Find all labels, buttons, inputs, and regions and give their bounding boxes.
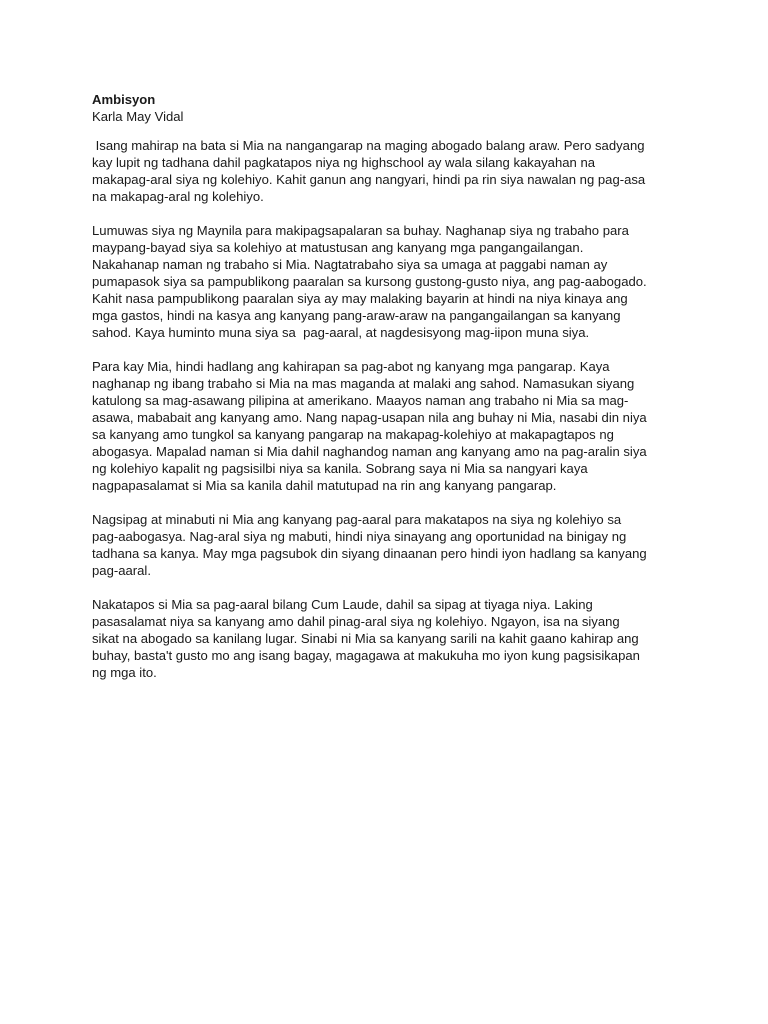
text-line: makapag-aral siya ng kolehiyo. Kahit ganun ang nangyari, hindi pa rin siya nawalan ng pag-asa — [92, 172, 646, 187]
text-line: nagpapasalamat si Mia sa kanila dahil matutupad na rin ang kanyang pangarap. — [92, 478, 557, 493]
text-line: asawa, mababait ang kanyang amo. Nang napag-usapan nila ang buhay ni Mia, nasabi din niya — [92, 410, 647, 425]
text-line: pasasalamat niya sa kanyang amo dahil pinag-aral siya ng kolehiyo. Ngayon, isa na siyang — [92, 614, 620, 629]
text-line: kay lupit ng tadhana dahil pagkatapos niya ng highschool ay wala silang kakayahan na — [92, 155, 596, 170]
text-line: Lumuwas siya ng Maynila para makipagsapalaran sa buhay. Naghanap siya ng trabaho para — [92, 223, 629, 238]
text-line: ng mga ito. — [92, 665, 157, 680]
paragraph-4 — [92, 511, 692, 579]
text-line: mga gastos, hindi na kasya ang kanyang pang-araw-araw na pangangailangan sa kanyang — [92, 308, 621, 323]
text-line: na makapag-aral ng kolehiyo. — [92, 189, 264, 204]
document-title: Ambisyon — [92, 92, 156, 107]
text-line: Nakahanap naman ng trabaho si Mia. Nagtatrabaho siya sa umaga at paggabi naman ay — [92, 257, 608, 272]
text-line: Nagsipag at minabuti ni Mia ang kanyang pag-aaral para makatapos na siya ng kolehiyo sa — [92, 512, 622, 527]
text-line: naghanap ng ibang trabaho si Mia na mas maganda at malaki ang sahod. Namasukan siyang — [92, 376, 635, 391]
text-line: Nakatapos si Mia sa pag-aaral bilang Cum Laude, dahil sa sipag at tiyaga niya. Laking — [92, 597, 593, 612]
text-line: Isang mahirap na bata si Mia na nangangarap na maging abogado balang araw. Pero sadyang — [92, 138, 645, 153]
text-line: sahod. Kaya huminto muna siya sa pag-aaral, at nagdesisyong mag-iipon muna siya. — [92, 325, 590, 340]
text-line: maypang-bayad siya sa kolehiyo at matustusan ang kanyang mga pangangailangan. — [92, 240, 584, 255]
paragraph-3 — [92, 358, 692, 494]
text-line: pumapasok siya sa pampublikong paaralan sa kursong gustong-gusto niya, ang pag-aabogado. — [92, 274, 647, 289]
text-line: Kahit nasa pampublikong paaralan siya ay may malaking bayarin at hindi na niya kinaya ang — [92, 291, 628, 306]
text-line: pag-aabogasya. Nag-aral siya ng mabuti, hindi niya sinayang ang oportunidad na binigay ng — [92, 529, 627, 544]
text-line: tadhana sa kanya. May mga pagsubok din siyang dinaanan pero hindi iyon hadlang sa kanyang — [92, 546, 647, 561]
text-line: abogasya. Mapalad naman si Mia dahil naghandog naman ang kanyang amo na pag-aralin siya — [92, 444, 647, 459]
text-line: buhay, basta't gusto mo ang isang bagay, magagawa at makukuha mo iyon kung pagsisikapan — [92, 648, 640, 663]
paragraph-2 — [92, 222, 692, 341]
text-line: katulong sa mag-asawang pilipina at amerikano. Maayos naman ang trabaho ni Mia sa mag- — [92, 393, 629, 408]
paragraph-1 — [92, 137, 692, 205]
document-body — [92, 91, 692, 698]
text-line: sikat na abogado sa kanilang lugar. Sinabi ni Mia sa kanyang sarili na kahit gaano kahirap ang — [92, 631, 639, 646]
text-line: pag-aaral. — [92, 563, 151, 578]
text-line: Para kay Mia, hindi hadlang ang kahirapan sa pag-abot ng kanyang mga pangarap. Kaya — [92, 359, 610, 374]
text-line: ng kolehiyo kapalit ng pagsisilbi niya sa kanila. Sobrang saya ni Mia sa nangyari kaya — [92, 461, 588, 476]
document-author: Karla May Vidal — [92, 109, 184, 124]
text-line: sa kanyang amo tungkol sa kanyang pangarap na makapag-kolehiyo at makapagtapos ng — [92, 427, 614, 442]
paragraph-5 — [92, 596, 692, 681]
